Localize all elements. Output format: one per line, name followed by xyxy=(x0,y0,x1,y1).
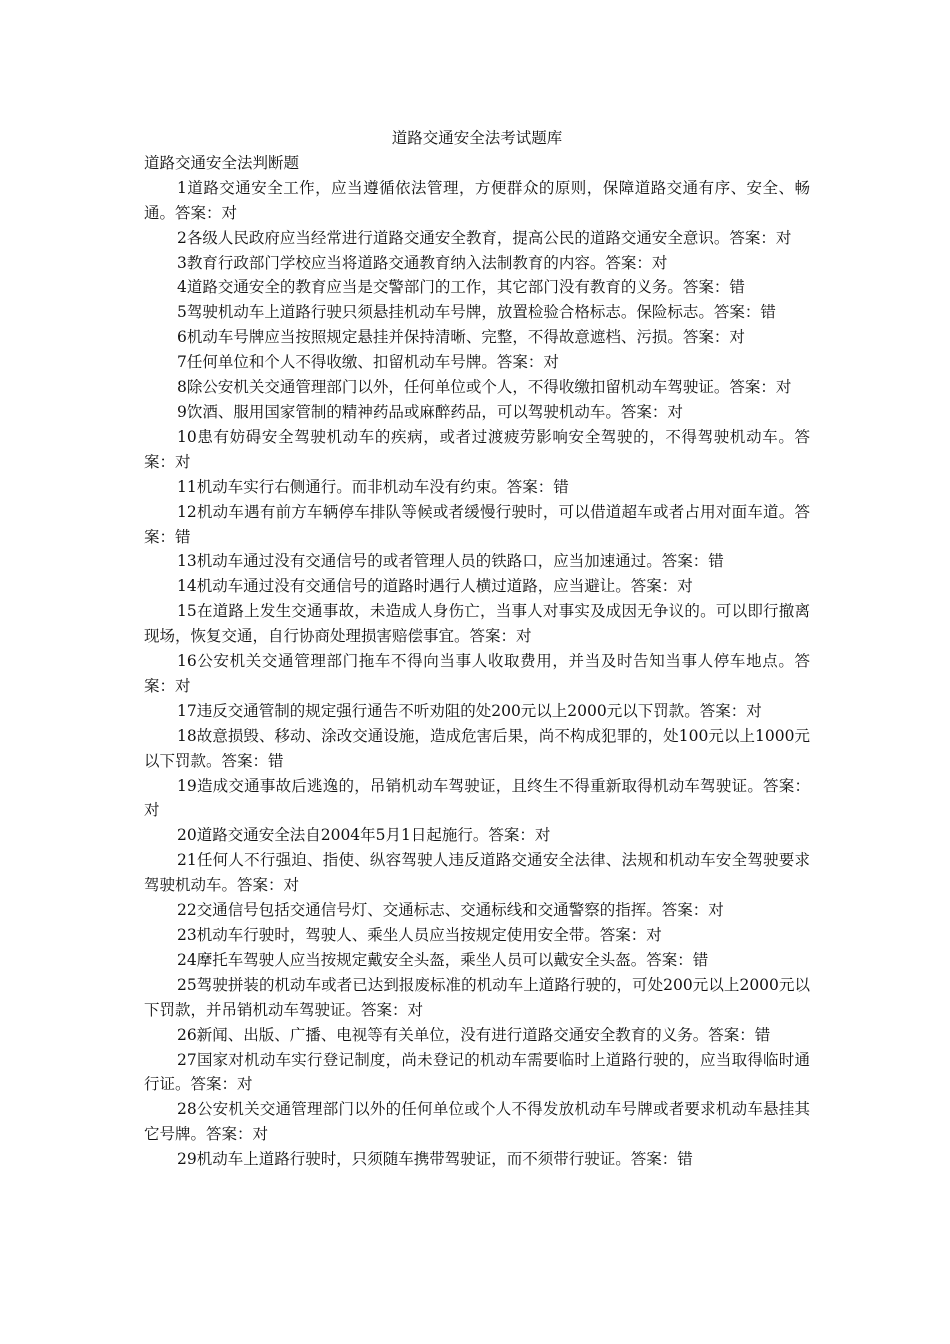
document-page xyxy=(144,126,810,1172)
question-item: 8除公安机关交通管理部门以外，任何单位或个人，不得收缴扣留机动车驾驶证。答案：对 xyxy=(177,378,792,397)
question-item: 26新闻、出版、广播、电视等有关单位，没有进行道路交通安全教育的义务。答案：错 xyxy=(177,1025,771,1044)
question-item: 29机动车上道路行驶时，只须随车携带驾驶证，而不须带行驶证。答案：错 xyxy=(177,1150,693,1169)
question-item: 4道路交通安全的教育应当是交警部门的工作，其它部门没有教育的义务。答案：错 xyxy=(177,278,745,297)
question-item: 6机动车号牌应当按照规定悬挂并保持清晰、完整，不得故意遮档、污损。答案：对 xyxy=(177,328,745,347)
question-item: 2各级人民政府应当经常进行道路交通安全教育，提高公民的道路交通安全意识。答案：对 xyxy=(177,228,792,247)
question-item: 12机动车遇有前方车辆停车排队等候或者缓慢行驶时，可以借道超车或者占用对面车道。答案：错 xyxy=(144,502,810,546)
question-item: 24摩托车驾驶人应当按规定戴安全头盔，乘坐人员可以戴安全头盔。答案：错 xyxy=(177,950,709,969)
question-item: 17违反交通管制的规定强行通告不听劝阻的处200元以上2000元以下罚款。答案：对 xyxy=(177,701,762,720)
question-item: 15在道路上发生交通事故，未造成人身伤亡，当事人对事实及成因无争议的。可以即行撤离现场，恢复交通，自行协商处理损害赔偿事宜。答案：对 xyxy=(144,602,810,646)
question-item: 16公安机关交通管理部门拖车不得向当事人收取费用，并当及时告知当事人停车地点。答案：对 xyxy=(144,652,810,695)
document-title: 道路交通安全法考试题库 xyxy=(391,129,563,147)
question-item: 14机动车通过没有交通信号的道路时遇行人横过道路，应当避让。答案：对 xyxy=(177,577,693,596)
question-item: 3教育行政部门学校应当将道路交通教育纳入法制教育的内容。答案：对 xyxy=(177,253,668,272)
question-item: 10患有妨碍安全驾驶机动车的疾病，或者过渡疲劳影响安全驾驶的，不得驾驶机动车。答案：对 xyxy=(144,427,810,471)
question-item: 18故意损毁、移动、涂改交通设施，造成危害后果，尚不构成犯罪的，处100元以上1000元以下罚款。答案：错 xyxy=(144,726,810,770)
question-item: 23机动车行驶时，驾驶人、乘坐人员应当按规定使用安全带。答案：对 xyxy=(177,926,662,944)
question-item: 1道路交通安全工作，应当遵循依法管理，方便群众的原则，保障道路交通有序、安全、畅通。答案：对 xyxy=(144,178,810,222)
question-item: 5驾驶机动车上道路行驶只须悬挂机动车号牌，放置检验合格标志。保险标志。答案：错 xyxy=(177,303,776,322)
question-item: 25驾驶拼装的机动车或者已达到报废标准的机动车上道路行驶的，可处200元以上2000元以下罚款，并吊销机动车驾驶证。答案：对 xyxy=(144,975,810,1019)
question-item: 22交通信号包括交通信号灯、交通标志、交通标线和交通警察的指挥。答案：对 xyxy=(177,901,724,920)
question-list xyxy=(144,176,810,1172)
question-item: 11机动车实行右侧通行。而非机动车没有约束。答案：错 xyxy=(177,477,569,496)
question-item: 7任何单位和个人不得收缴、扣留机动车号牌。答案：对 xyxy=(177,353,559,372)
question-item: 19造成交通事故后逃逸的，吊销机动车驾驶证，且终生不得重新取得机动车驾驶证。答案：对 xyxy=(144,776,810,820)
question-item: 28公安机关交通管理部门以外的任何单位或个人不得发放机动车号牌或者要求机动车悬挂其它号牌。答案：对 xyxy=(144,1100,810,1144)
question-item: 21任何人不行强迫、指使、纵容驾驶人违反道路交通安全法律、法规和机动车安全驾驶要求驾驶机动车。答案：对 xyxy=(144,851,810,895)
question-item: 13机动车通过没有交通信号的或者管理人员的铁路口，应当加速通过。答案：错 xyxy=(177,552,724,571)
question-item: 27国家对机动车实行登记制度，尚未登记的机动车需要临时上道路行驶的，应当取得临时通行证。答案：对 xyxy=(144,1050,810,1094)
question-item: 20道路交通安全法自2004年5月1日起施行。答案：对 xyxy=(177,826,551,845)
question-item: 9饮酒、服用国家管制的精神药品或麻醉药品，可以驾驶机动车。答案：对 xyxy=(177,402,683,421)
section-heading: 道路交通安全法判断题 xyxy=(144,153,300,172)
